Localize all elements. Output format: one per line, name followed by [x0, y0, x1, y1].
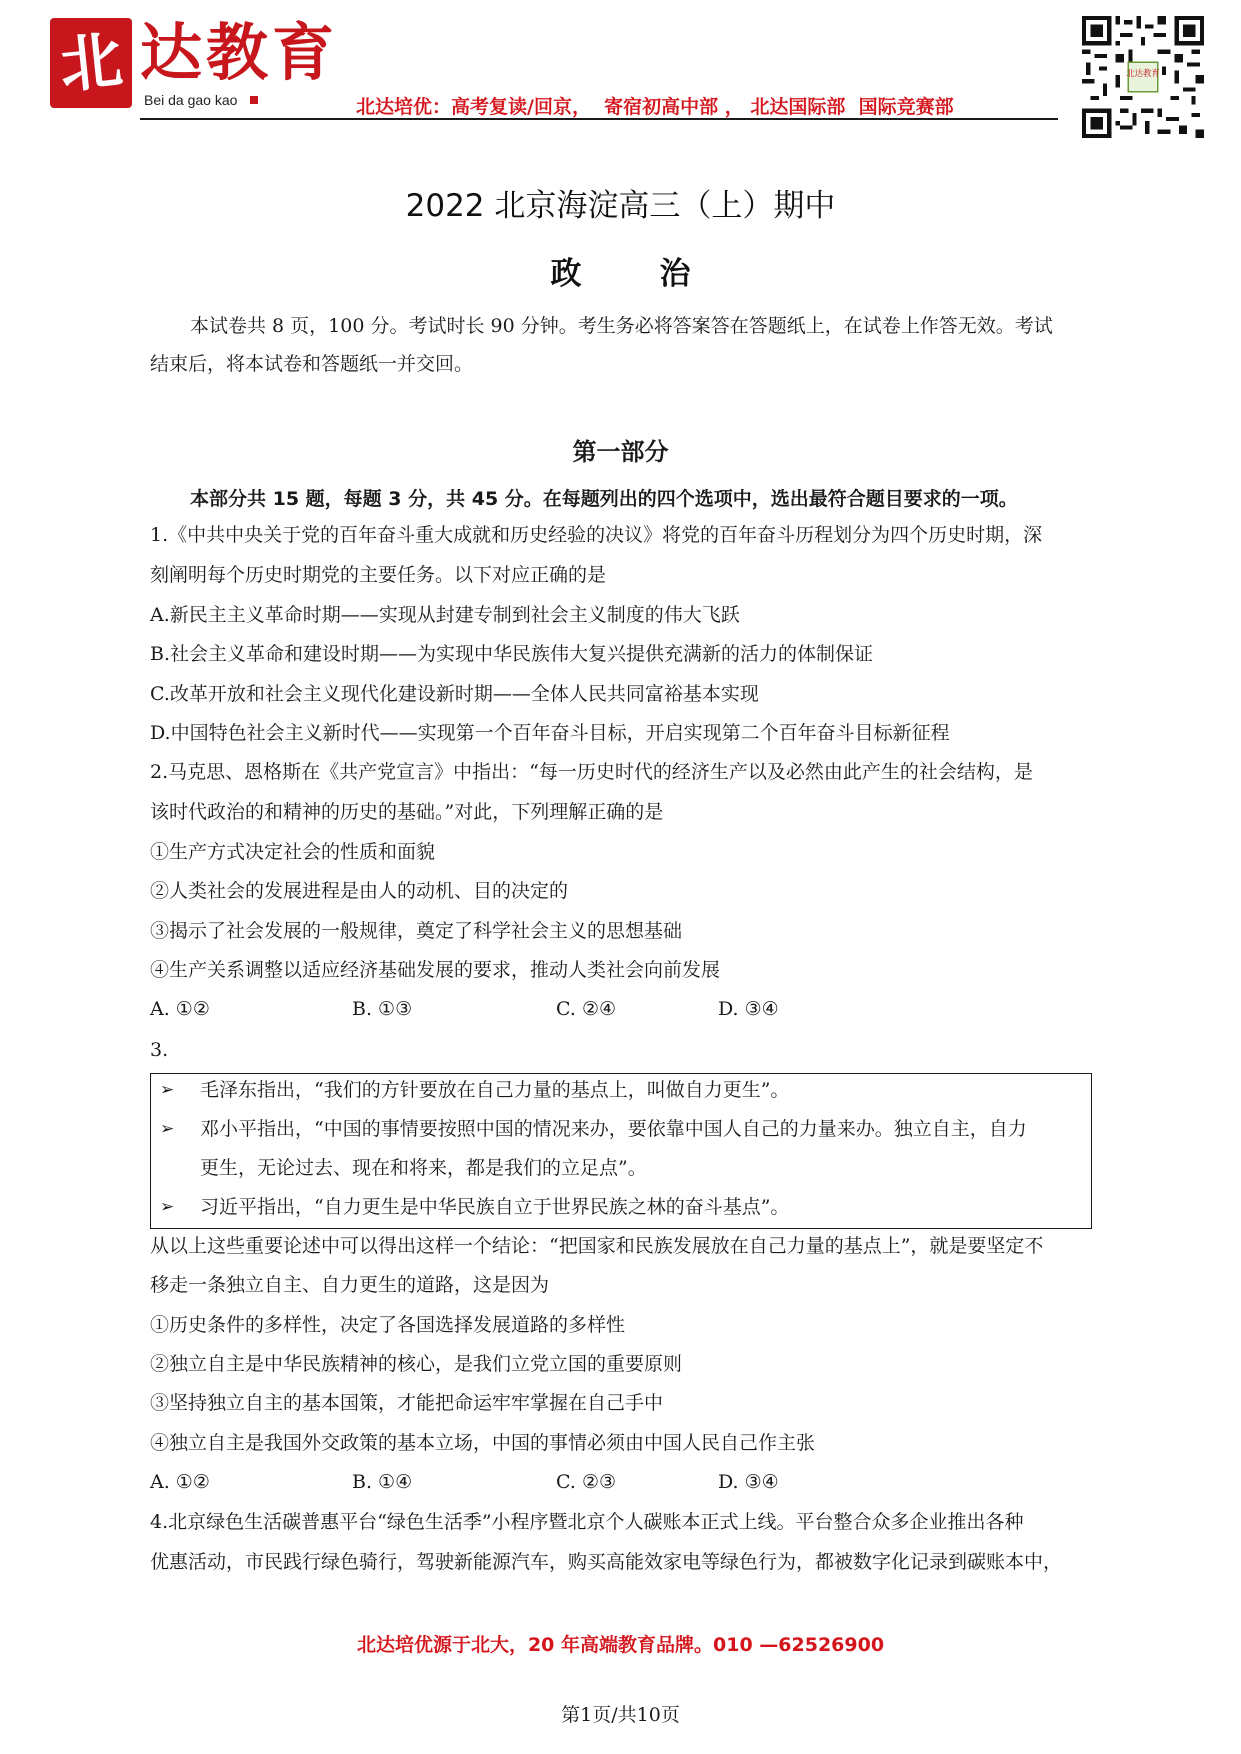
- answer-option: B.社会主义革命和建设时期——为实现中华民族伟大复兴提供充满新的活力的体制保证: [150, 643, 874, 665]
- arrow-bullet-icon: ➢: [160, 1119, 175, 1139]
- question-stem: 优惠活动，市民践行绿色骑行，驾驶新能源汽车，购买高能效家电等绿色行为，都被数字化记录到碳账本中，: [150, 1551, 1063, 1573]
- quote-line: 习近平指出，“自力更生是中华民族自立于世界民族之林的奋斗基点”。: [200, 1196, 790, 1218]
- question-stem: 从以上这些重要论述中可以得出这样一个结论：“把国家和民族发展放在自己力量的基点上”，就是要坚定不: [150, 1235, 1044, 1257]
- answer-option: D.中国特色社会主义新时代——实现第一个百年奋斗目标，开启实现第二个百年奋斗目标新征程: [150, 722, 950, 744]
- answer-choice-c: C. ②④: [556, 998, 617, 1020]
- question-stem: 1.《中共中央关于党的百年奋斗重大成就和历史经验的决议》将党的百年奋斗历程划分为四个历史时期，深: [150, 524, 1043, 546]
- answer-choice-c: C. ②③: [556, 1471, 617, 1493]
- question-number: 3.: [150, 1039, 169, 1061]
- page-number: 第1页/共10页: [561, 1704, 680, 1726]
- brand-name: 达教育: [140, 16, 339, 89]
- qr-code-icon: [1082, 16, 1204, 138]
- quote-line: 邓小平指出，“中国的事情要按照中国的情况来办，要依靠中国人自己的力量来办。独立自主，自力: [200, 1118, 1027, 1140]
- statement-item: ③坚持独立自主的基本国策，才能把命运牢牢掌握在自己手中: [150, 1392, 664, 1414]
- statement-item: ②人类社会的发展进程是由人的动机、目的决定的: [150, 880, 569, 902]
- answer-choice-a: A. ①②: [150, 998, 210, 1020]
- subject-char-2: 治: [659, 256, 691, 292]
- arrow-bullet-icon: ➢: [160, 1197, 175, 1217]
- brand-square-mark: [250, 96, 258, 104]
- statement-item: ③揭示了社会发展的一般规律，奠定了科学社会主义的思想基础: [150, 920, 683, 942]
- statement-item: ④生产关系调整以适应经济基础发展的要求，推动人类社会向前发展: [150, 959, 721, 981]
- intro-line: 本试卷共 8 页，100 分。考试时长 90 分钟。考生务必将答案答在答题纸上，在试卷上作答无效。考试: [190, 315, 1053, 337]
- answer-option: A.新民主主义革命时期——实现从封建专制到社会主义制度的伟大飞跃: [150, 604, 740, 626]
- question-stem: 移走一条独立自主、自力更生的道路，这是因为: [150, 1274, 550, 1296]
- statement-item: ①生产方式决定社会的性质和面貌: [150, 841, 436, 863]
- answer-option: C.改革开放和社会主义现代化建设新时期——全体人民共同富裕基本实现: [150, 683, 759, 705]
- question-stem: 4.北京绿色生活碳普惠平台“绿色生活季”小程序暨北京个人碳账本正式上线。平台整合众多企业推出各种: [150, 1511, 1024, 1533]
- statement-item: ①历史条件的多样性，决定了各国选择发展道路的多样性: [150, 1314, 626, 1336]
- subject-char-1: 政: [550, 256, 582, 292]
- answer-choice-d: D. ③④: [718, 998, 779, 1020]
- answer-choice-b: B. ①④: [352, 1471, 413, 1493]
- answer-choice-b: B. ①③: [352, 998, 413, 1020]
- brand-pinyin: Bei da gao kao: [144, 92, 238, 108]
- subject-title: [0, 248, 1241, 293]
- answer-choice-a: A. ①②: [150, 1471, 210, 1493]
- quote-line: 毛泽东指出，“我们的方针要放在自己力量的基点上，叫做自力更生”。: [200, 1079, 790, 1101]
- qr-center-label: 北达教育: [1126, 68, 1160, 79]
- header-divider: [140, 118, 1058, 120]
- question-stem: 2.马克思、恩格斯在《共产党宣言》中指出：“每一历史时代的经济生产以及必然由此产生的社会结构，是: [150, 761, 1033, 783]
- section-instructions: 本部分共 15 题，每题 3 分，共 45 分。在每题列出的四个选项中，选出最符合题目要求的一项。: [190, 488, 1018, 510]
- statement-item: ④独立自主是我国外交政策的基本立场，中国的事情必须由中国人民自己作主张: [150, 1432, 816, 1454]
- statement-item: ②独立自主是中华民族精神的核心，是我们立党立国的重要原则: [150, 1353, 683, 1375]
- logo-character: 北: [56, 22, 126, 103]
- answer-choice-d: D. ③④: [718, 1471, 779, 1493]
- footer-advertisement: 北达培优源于北大，20 年高端教育品牌。010 —62526900: [356, 1634, 885, 1656]
- exam-title: 2022 北京海淀高三（上）期中: [405, 188, 836, 224]
- question-stem: 刻阐明每个历史时期党的主要任务。以下对应正确的是: [150, 564, 607, 586]
- section-heading: 第一部分: [572, 438, 669, 466]
- intro-line: 结束后，将本试卷和答题纸一并交回。: [150, 353, 474, 375]
- header-slogan: 北达培优：高考复读/回京， 寄宿初高中部 ， 北达国际部 国际竞赛部: [356, 96, 954, 118]
- quote-line: 更生，无论过去、现在和将来，都是我们的立足点”。: [200, 1157, 647, 1179]
- question-stem: 该时代政治的和精神的历史的基础。”对此，下列理解正确的是: [150, 801, 664, 823]
- brand-logo: [50, 18, 132, 108]
- arrow-bullet-icon: ➢: [160, 1080, 175, 1100]
